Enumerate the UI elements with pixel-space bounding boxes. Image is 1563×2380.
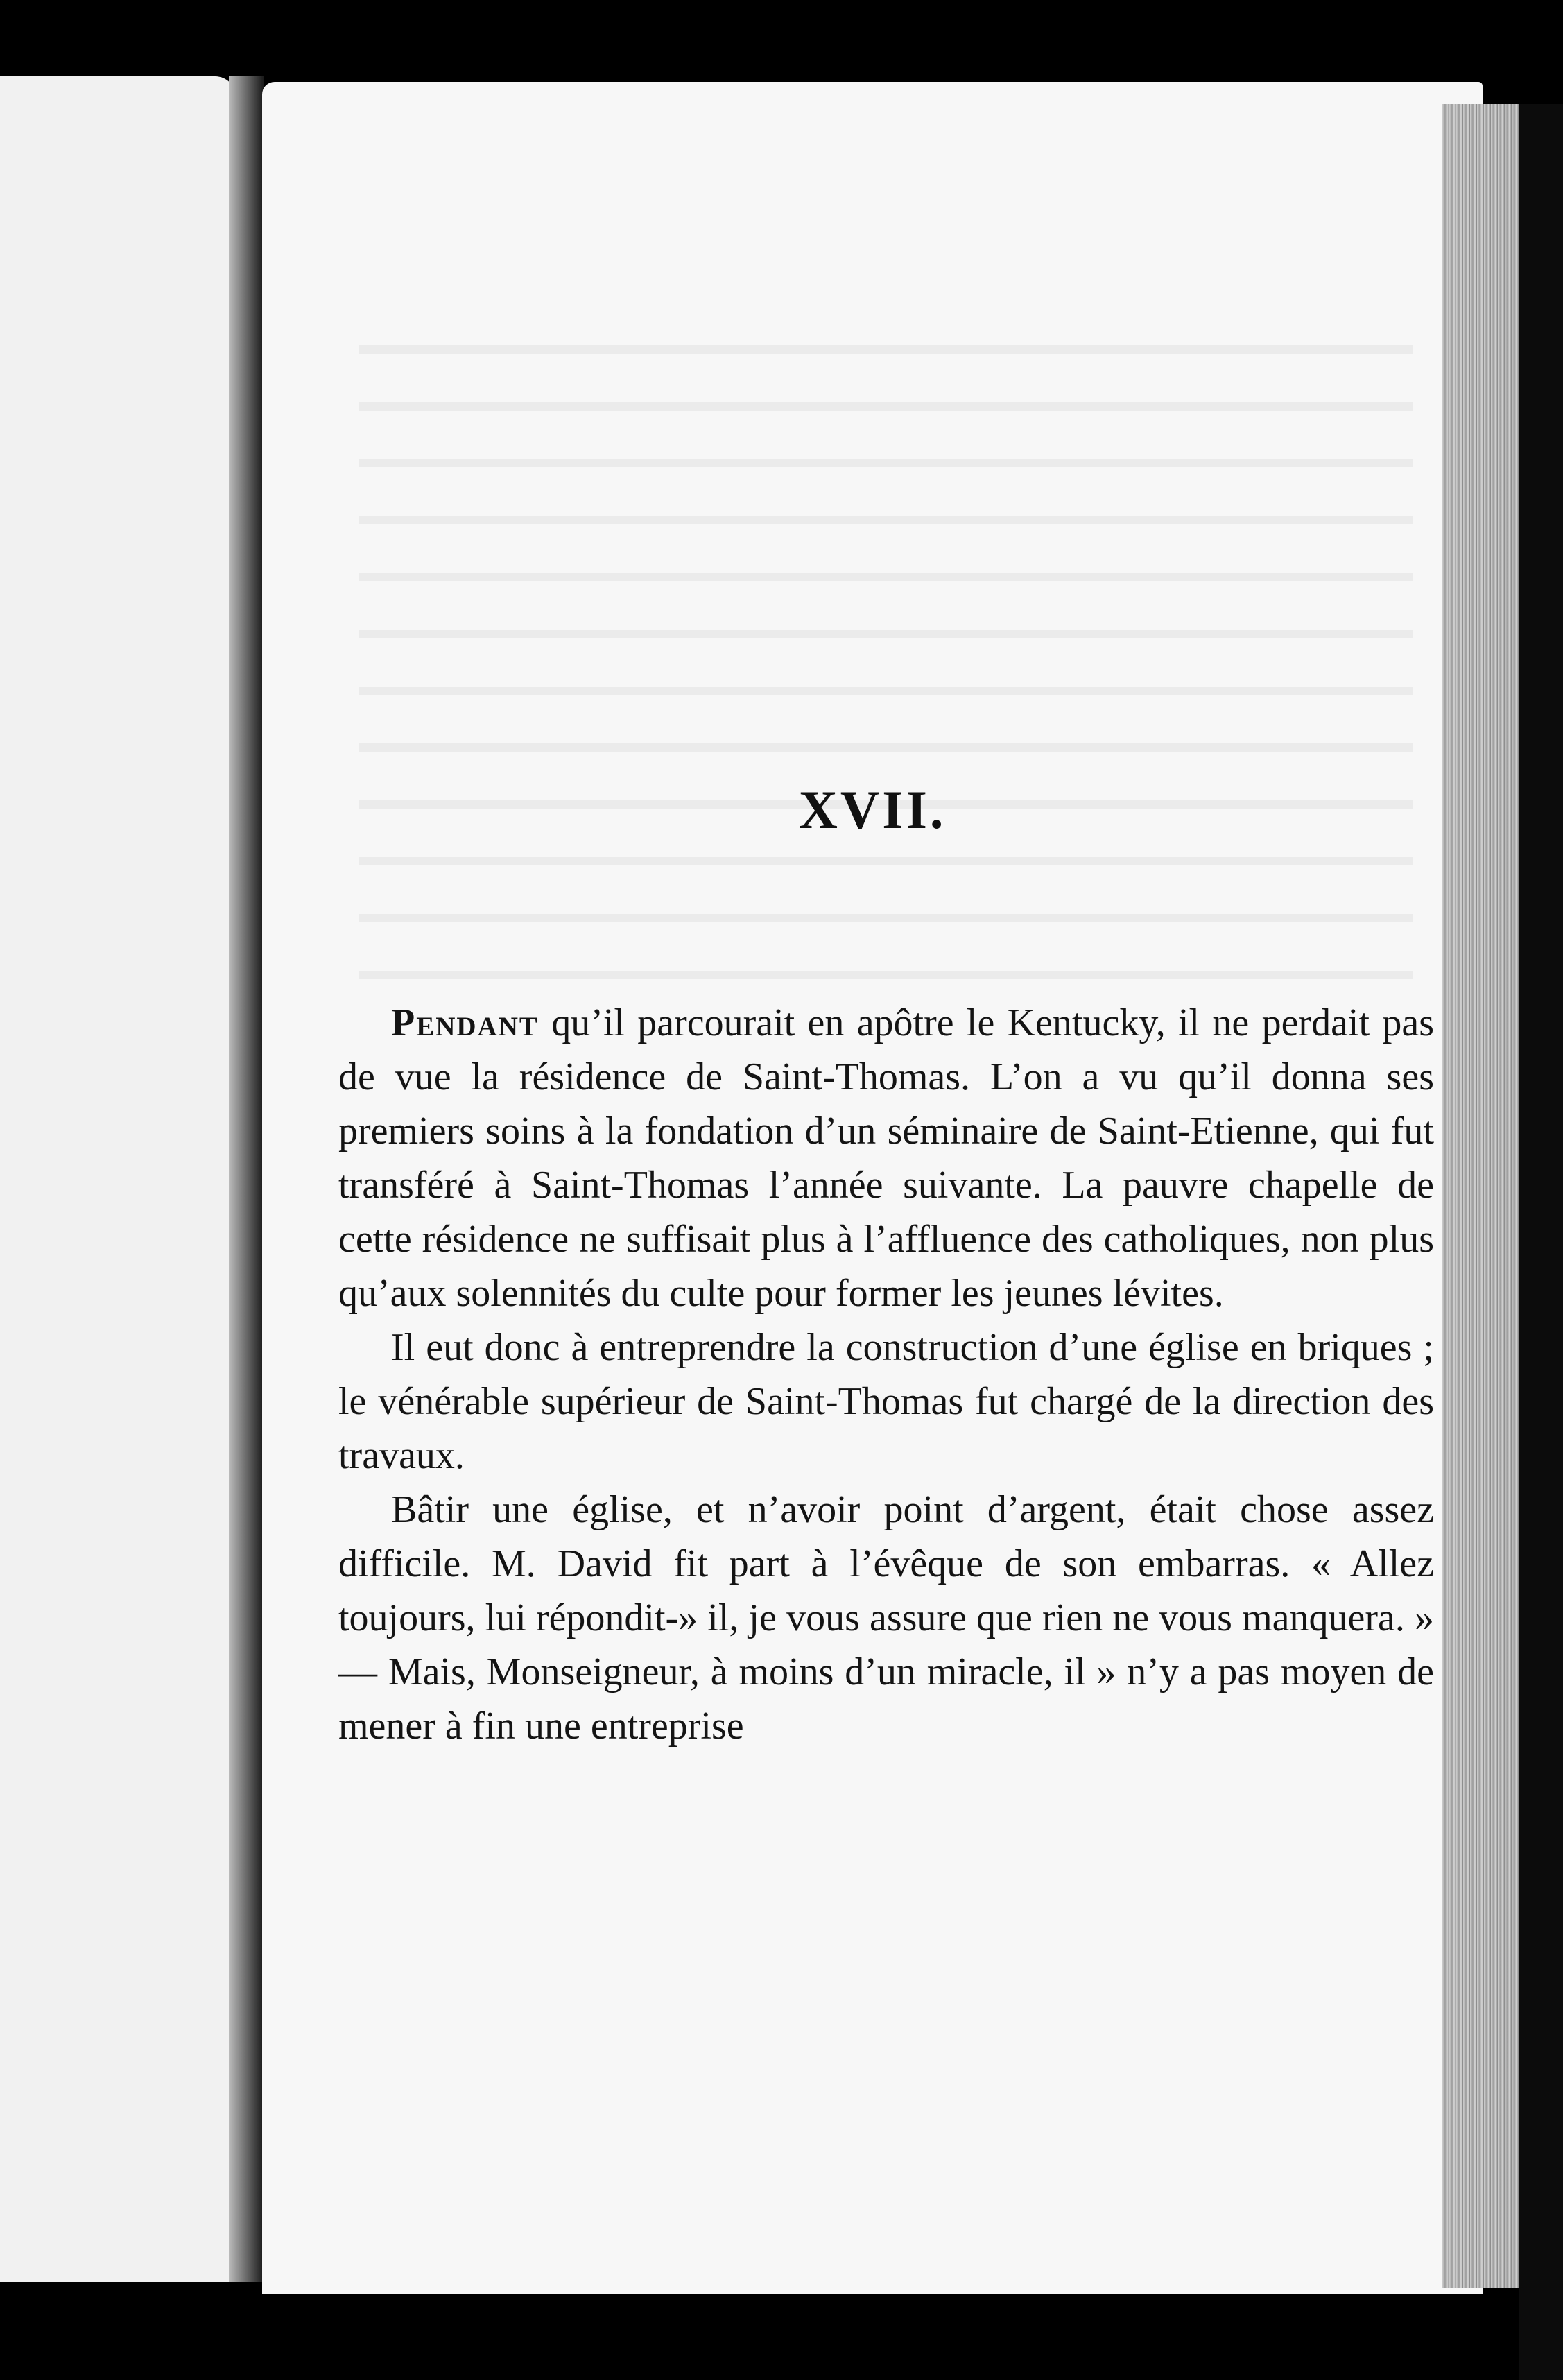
- paragraph-2: Il eut donc à entreprendre la construction d’une église en briques ; le vénérable supérieur de Saint-Thomas fut chargé de la direction des travaux.: [338, 1326, 1434, 1477]
- paragraph-1: [338, 996, 1434, 1320]
- right-page: [262, 82, 1483, 2294]
- paragraph-3: Bâtir une église, et n’avoir point d’argent, était chose assez difficile. M. David fit part à l’évêque de son embarras. « Allez toujours, lui répondit-» il, je vous assure que rien ne vous manquera. » — Mais, Monseigneur, à moins d’un miracle, il » n’y a pas moyen de mener à fin une entreprise: [338, 1488, 1434, 1748]
- show-through-text: [359, 311, 1413, 990]
- book-gutter: [229, 76, 264, 2282]
- paragraph-lead-word: Pendant: [391, 1001, 539, 1044]
- scan-border: [1519, 104, 1563, 2380]
- page-stack-edge: [1442, 104, 1519, 2288]
- left-page: [0, 76, 236, 2282]
- body-text: [338, 996, 1434, 1753]
- chapter-heading: XVII.: [798, 779, 947, 840]
- paragraph-1-text: qu’il parcourait en apôtre le Kentucky, il ne perdait pas de vue la résidence de Saint-Thomas. L’on a vu qu’il donna ses premiers soins à la fondation d’un séminaire de Saint-Etienne, qui fut transféré à Saint-Thomas l’année suivante. La pauvre chapelle de cette résidence ne suffisait plus à l’affluence des catholiques, non plus qu’aux solennités du culte pour former les jeunes lévites.: [338, 1001, 1434, 1315]
